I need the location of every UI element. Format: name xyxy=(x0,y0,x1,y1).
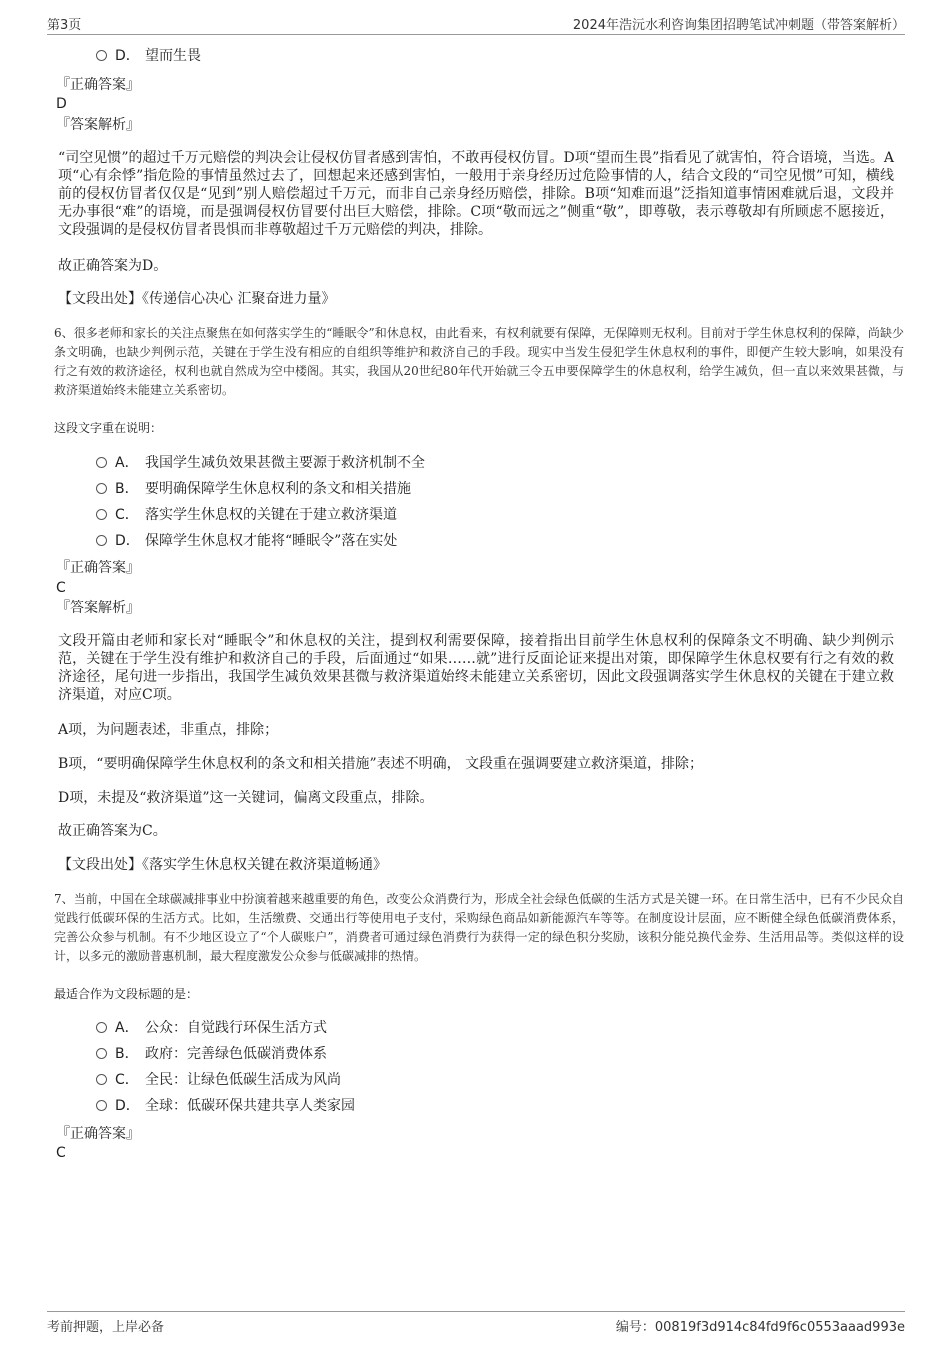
radio-icon[interactable] xyxy=(96,1022,107,1033)
q6-answer-label: 『正确答案』 xyxy=(56,560,140,576)
q5-analysis: “司空见惯”的超过千万元赔偿的判决会让侵权仿冒者感到害怕，不敢再侵权仿冒。D项“望而生畏”指看见了就害怕，符合语境，当选。A项“心有余悸”指危险的事情虽然过去了，回想起来还感到害怕，一般用于亲身经历过危险事情的人，结合文段的“司空见惯”可知，横线前的侵权仿冒者仅仅是“见到”别人赔偿超过千万元，而非自己亲身经历赔偿，排除。B项“知难而退”泛指知道事情困难就后退，文段并无办事很“难”的语境，而是强调侵权仿冒要付出巨大赔偿，排除。C项“敬而远之”侧重“敬”，即尊敬，表示尊敬却有所顾虑不愿接近，文段强调的是侵权仿冒者畏惧而非尊敬超过千万元赔偿的判决，排除。 xyxy=(58,150,894,238)
q6-note-a: A项，为问题表述，非重点，排除； xyxy=(58,722,279,738)
q7-option-d[interactable]: D． 全球：低碳环保共建共享人类家园 xyxy=(96,1096,355,1116)
page-footer xyxy=(47,1311,905,1335)
q6-source: 【文段出处】《落实学生休息权关键在救济渠道畅通》 xyxy=(58,857,387,873)
q6-option-b[interactable]: B． 要明确保障学生休息权利的条文和相关措施 xyxy=(96,479,411,499)
page-header xyxy=(47,14,905,35)
radio-icon[interactable] xyxy=(96,509,107,520)
radio-icon[interactable] xyxy=(96,50,107,61)
q6-note-b: B项，“要明确保障学生休息权利的条文和相关措施”表述不明确， 文段重在强调要建立救济渠道，排除； xyxy=(58,756,704,772)
q7-question: 最适合作为文段标题的是： xyxy=(54,987,199,1001)
page-number: 第3页 xyxy=(47,18,82,33)
footer-slogan: 考前押题，上岸必备 xyxy=(47,1320,165,1335)
q6-option-a[interactable]: A． 我国学生减负效果甚微主要源于救济机制不全 xyxy=(96,453,425,473)
q7-option-c[interactable]: C． 全民：让绿色低碳生活成为风尚 xyxy=(96,1070,341,1090)
q6-answer: C xyxy=(56,580,66,596)
q5-answer: D xyxy=(56,96,67,112)
q7-answer-label: 『正确答案』 xyxy=(56,1126,140,1142)
document-title: 2024年浩沅水利咨询集团招聘笔试冲刺题（带答案解析） xyxy=(572,18,905,33)
q6-analysis-label: 『答案解析』 xyxy=(56,600,140,616)
radio-icon[interactable] xyxy=(96,457,107,468)
q6-option-d[interactable]: D． 保障学生休息权才能将“睡眠令”落在实处 xyxy=(96,531,397,551)
q6-question: 这段文字重在说明： xyxy=(54,421,163,435)
q5-conclusion: 故正确答案为D。 xyxy=(58,258,168,274)
radio-icon[interactable] xyxy=(96,483,107,494)
radio-icon[interactable] xyxy=(96,1048,107,1059)
q5-source: 【文段出处】《传递信心决心 汇聚奋进力量》 xyxy=(58,291,336,307)
radio-icon[interactable] xyxy=(96,1100,107,1111)
q6-option-c[interactable]: C． 落实学生休息权的关键在于建立救济渠道 xyxy=(96,505,397,525)
q7-stem: 7、当前，中国在全球碳减排事业中扮演着越来越重要的角色，改变公众消费行为，形成全社会绿色低碳的生活方式是关键一环。在日常生活中，已有不少民众自觉践行低碳环保的生活方式。比如，生活缴费、交通出行等使用电子支付，采购绿色商品如新能源汽车等等。在制度设计层面，应不断健全绿色低碳消费体系，完善公众参与机制。有不少地区设立了“个人碳账户”，消费者可通过绿色消费行为获得一定的绿色积分奖励，该积分能兑换代金券、生活用品等。类似这样的设计，以多元的激励普惠机制，最大程度激发公众参与低碳减排的热情。 xyxy=(54,892,904,963)
q6-note-d: D项，未提及“救济渠道”这一关键词，偏离文段重点，排除。 xyxy=(58,790,434,806)
q6-analysis: 文段开篇由老师和家长对“睡眠令”和休息权的关注，提到权利需要保障，接着指出目前学生休息权利的保障条文不明确、缺少判例示范，关键在于学生没有维护和救济自己的手段，后面通过“如果……就”进行反面论证来提出对策，即保障学生休息权要有行之有效的救济途径，尾句进一步指出，我国学生减负效果甚微与救济渠道始终未能建立关系密切，因此文段强调落实学生休息权的关键在于建立救济渠道，对应C项。 xyxy=(58,633,894,703)
radio-icon[interactable] xyxy=(96,535,107,546)
q7-option-b[interactable]: B． 政府：完善绿色低碳消费体系 xyxy=(96,1044,327,1064)
q6-conclusion: 故正确答案为C。 xyxy=(58,823,167,839)
q6-stem: 6、很多老师和家长的关注点聚焦在如何落实学生的“睡眠令”和休息权，由此看来，有权利就要有保障，无保障则无权利。目前对于学生休息权利的保障，尚缺少条文明确，也缺少判例示范，关键在于学生没有相应的自组织等维护和救济自己的手段。现实中当发生侵犯学生休息权利的事件，即便产生较大影响，如果没有行之有效的救济途径，权利也就自然成为空中楼阁。其实，我国从20世纪80年代开始就三令五申要保障学生的休息权利，给学生减负，但一直以来效果甚微，与救济渠道始终未能建立关系密切。 xyxy=(54,326,904,397)
document-id: 编号：00819f3d914c84fd9f6c0553aaad993e xyxy=(615,1320,905,1335)
q5-answer-label: 『正确答案』 xyxy=(56,77,140,93)
q7-option-a[interactable]: A． 公众：自觉践行环保生活方式 xyxy=(96,1018,327,1038)
q5-option-d[interactable]: D． 望而生畏 xyxy=(96,46,201,66)
radio-icon[interactable] xyxy=(96,1074,107,1085)
q7-answer: C xyxy=(56,1145,66,1161)
q5-analysis-label: 『答案解析』 xyxy=(56,117,140,133)
